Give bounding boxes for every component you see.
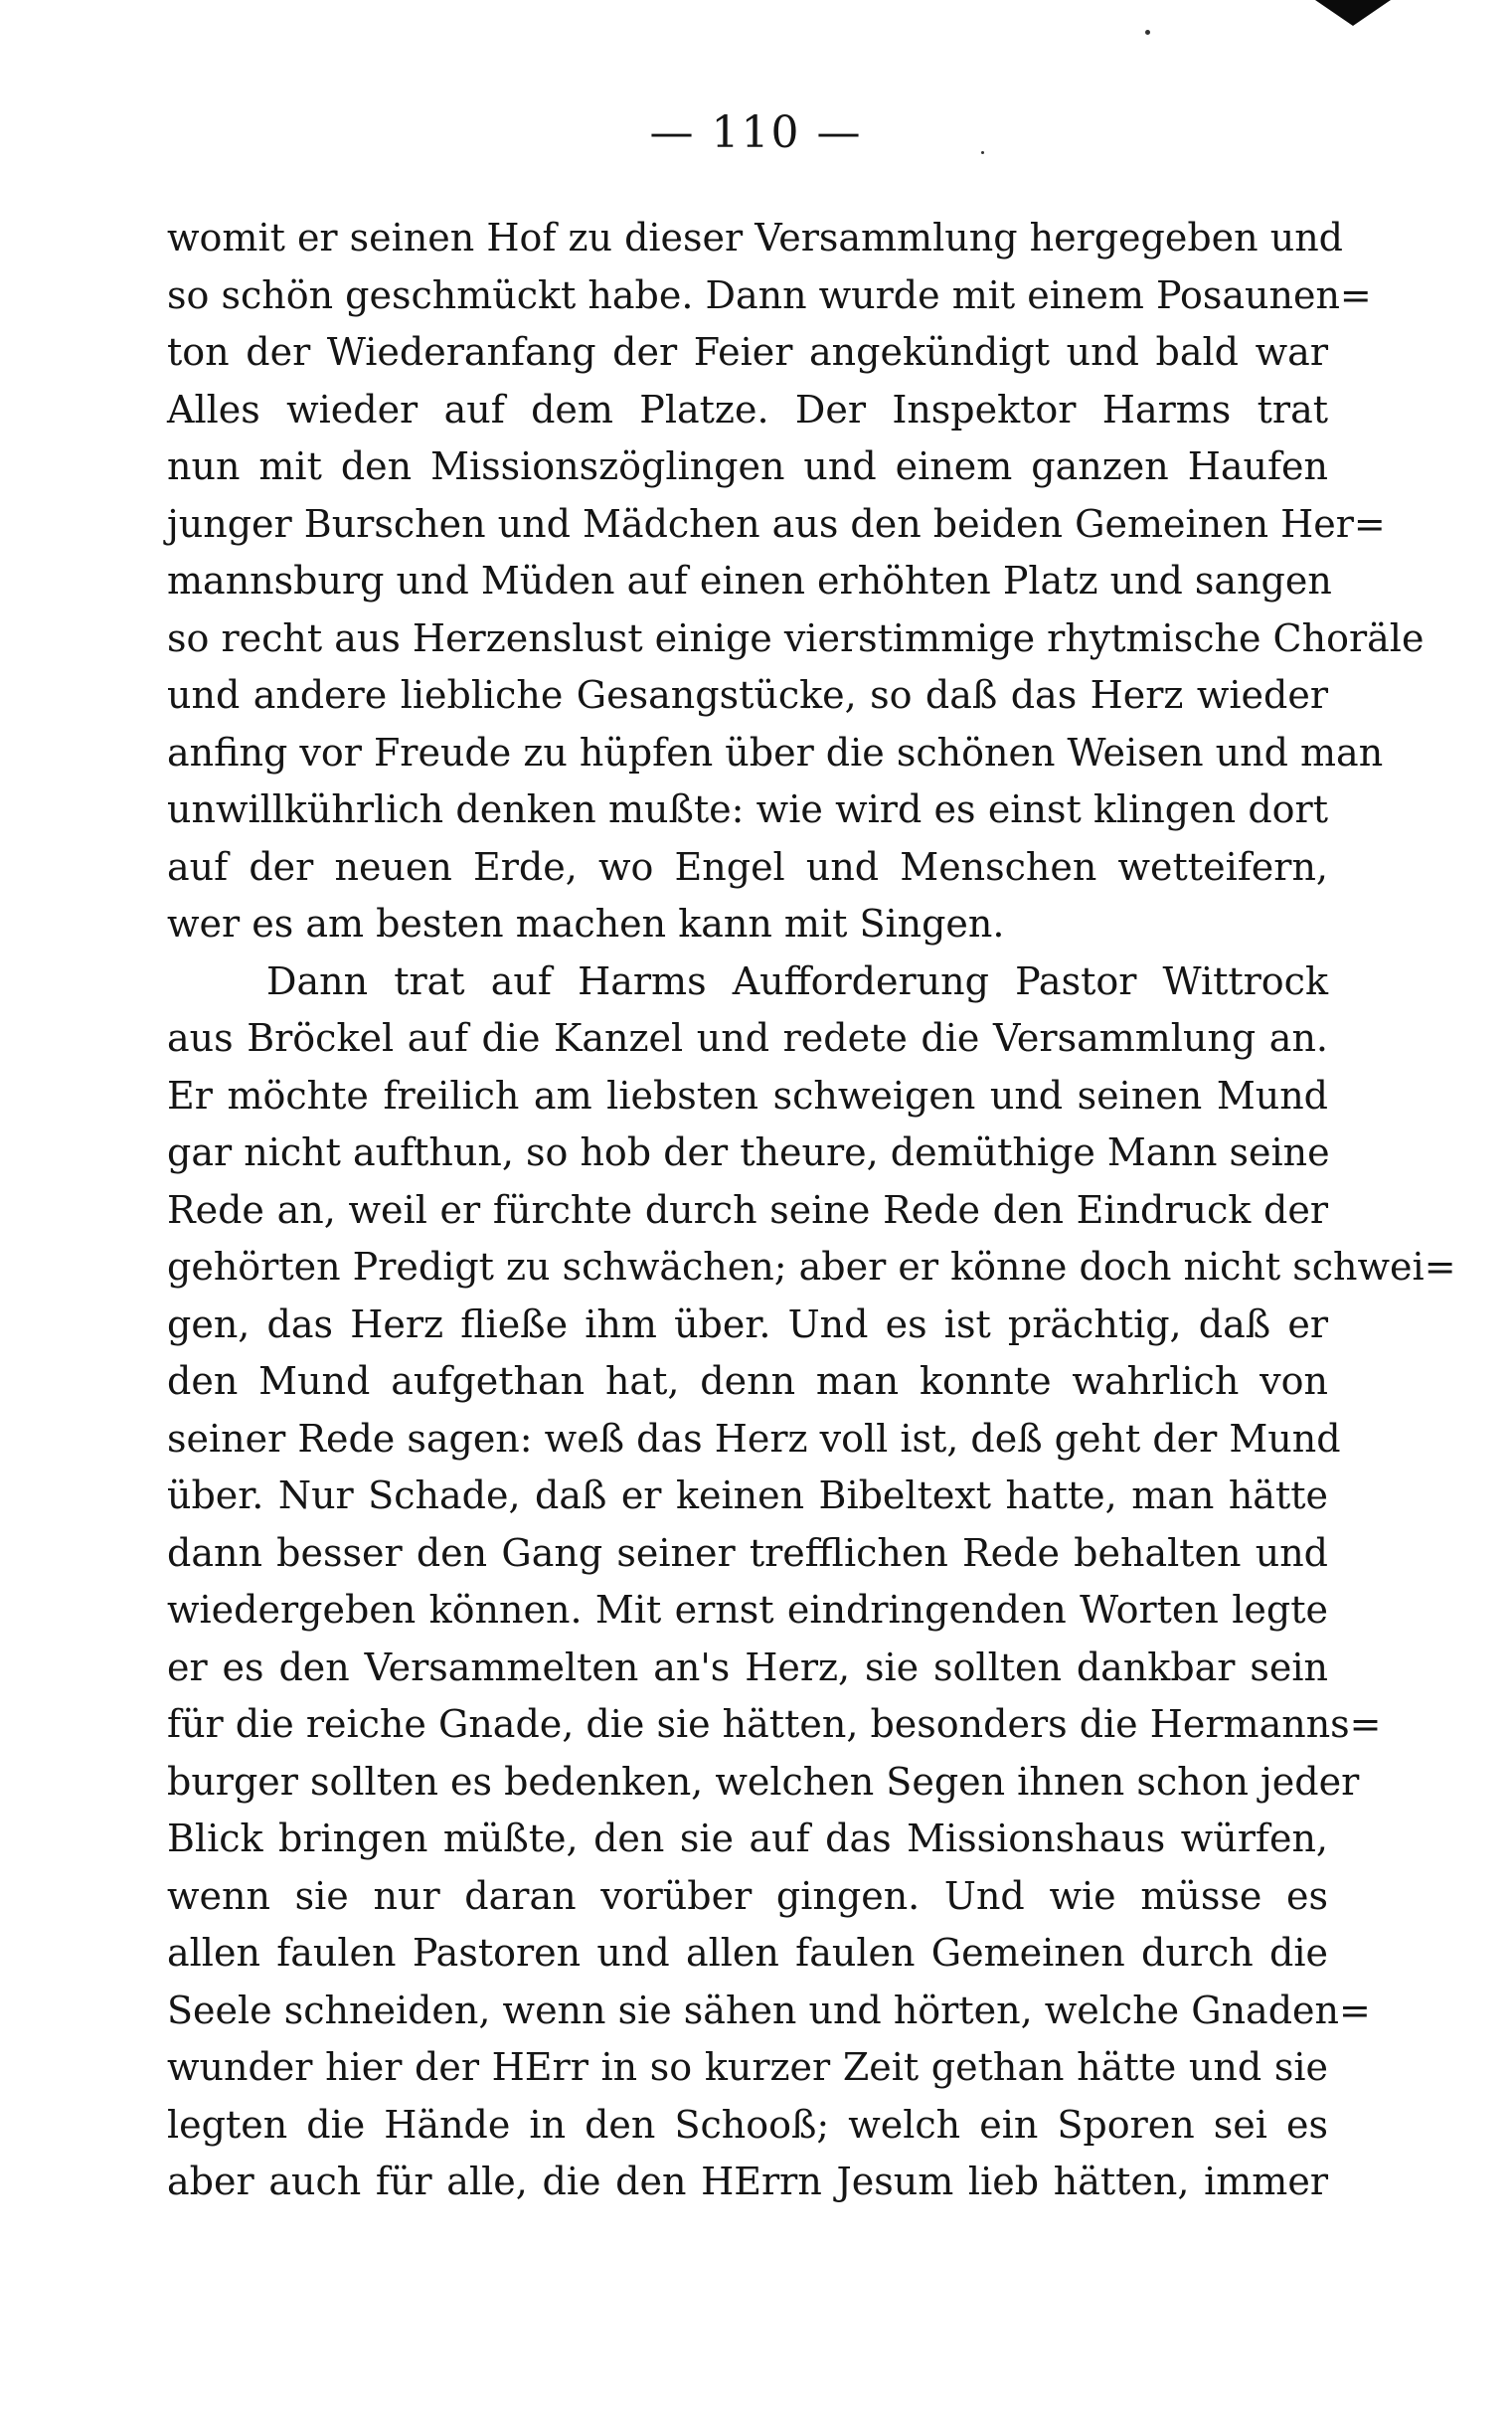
text-line: mannsburg und Müden auf einen erhöhten Platz und sangen <box>167 559 1332 603</box>
text-line: er es den Versammelten an's Herz, sie sollten dankbar sein <box>167 1645 1328 1689</box>
page-number: — 110 — <box>649 107 863 158</box>
text-line: wer es am besten machen kann mit Singen. <box>167 902 1005 946</box>
text-line: Alles wieder auf dem Platze. Der Inspektor Harms trat <box>167 387 1328 432</box>
text-line: burger sollten es bedenken, welchen Segen ihnen schon jeder <box>167 1759 1360 1804</box>
text-line: und andere liebliche Gesangstücke, so daß das Herz wieder <box>167 673 1328 717</box>
text-line: junger Burschen und Mädchen aus den beiden Gemeinen Her= <box>167 501 1386 546</box>
text-line: gehörten Predigt zu schwächen; aber er könne doch nicht schwei= <box>167 1245 1456 1289</box>
text-line: gen, das Herz fließe ihm über. Und es ist prächtig, daß er <box>167 1301 1328 1346</box>
text-line: gar nicht aufthun, so hob der theure, demüthige Mann seine <box>167 1130 1330 1174</box>
text-line: dann besser den Gang seiner trefflichen Rede behalten und <box>167 1530 1328 1575</box>
text-line: wiedergeben können. Mit ernst eindringenden Worten legte <box>167 1588 1328 1632</box>
text-line: anfing vor Freude zu hüpfen über die schönen Weisen und man <box>167 730 1384 775</box>
scan-speck <box>1145 30 1150 35</box>
text-line: so schön geschmückt habe. Dann wurde mit einem Posaunen= <box>167 272 1372 317</box>
text-line: Rede an, weil er fürchte durch seine Rede den Eindruck der <box>167 1187 1328 1232</box>
text-line: den Mund aufgethan hat, denn man konnte wahrlich von <box>167 1359 1328 1403</box>
text-line: Blick bringen müßte, den sie auf das Missionshaus würfen, <box>167 1817 1328 1860</box>
text-line: auf der neuen Erde, wo Engel und Menschen wetteifern, <box>167 844 1328 889</box>
text-line: aber auch für alle, die den HErrn Jesum lieb hätten, immer <box>167 2160 1328 2203</box>
text-line: für die reiche Gnade, die sie hätten, besonders die Hermanns= <box>167 1702 1382 1746</box>
text-line: wunder hier der HErr in so kurzer Zeit gethan hätte und sie <box>167 2045 1328 2089</box>
text-line: womit er seinen Hof zu dieser Versammlung hergegeben und <box>167 216 1343 260</box>
text-line: allen faulen Pastoren und allen faulen Gemeinen durch die <box>167 1931 1328 1975</box>
text-line: wenn sie nur daran vorüber gingen. Und wie müsse es <box>167 1873 1328 1918</box>
text-line: unwillkührlich denken mußte: wie wird es einst klingen dort <box>167 787 1328 831</box>
text-line: legten die Hände in den Schooß; welch ein Sporen sei es <box>167 2102 1328 2147</box>
text-line: Er möchte freilich am liebsten schweigen und seinen Mund <box>167 1073 1328 1118</box>
text-line: über. Nur Schade, daß er keinen Bibeltext hatte, man hätte <box>167 1473 1328 1517</box>
text-line: Seele schneiden, wenn sie sähen und hörten, welche Gnaden= <box>167 1988 1371 2032</box>
text-line: ton der Wiederanfang der Feier angekündigt und bald war <box>167 330 1328 374</box>
text-line: nun mit den Missionszöglingen und einem ganzen Haufen <box>167 444 1328 488</box>
text-line: Dann trat auf Harms Aufforderung Pastor Wittrock <box>266 958 1328 1003</box>
scan-corner-mark <box>1315 0 1391 26</box>
text-line: aus Bröckel auf die Kanzel und redete die Versammlung an. <box>167 1016 1328 1060</box>
text-line: seiner Rede sagen: weß das Herz voll ist, deß geht der Mund <box>167 1416 1341 1461</box>
body-text <box>167 210 1456 2211</box>
text-line: so recht aus Herzenslust einige vierstimmige rhytmische Choräle <box>167 615 1425 660</box>
